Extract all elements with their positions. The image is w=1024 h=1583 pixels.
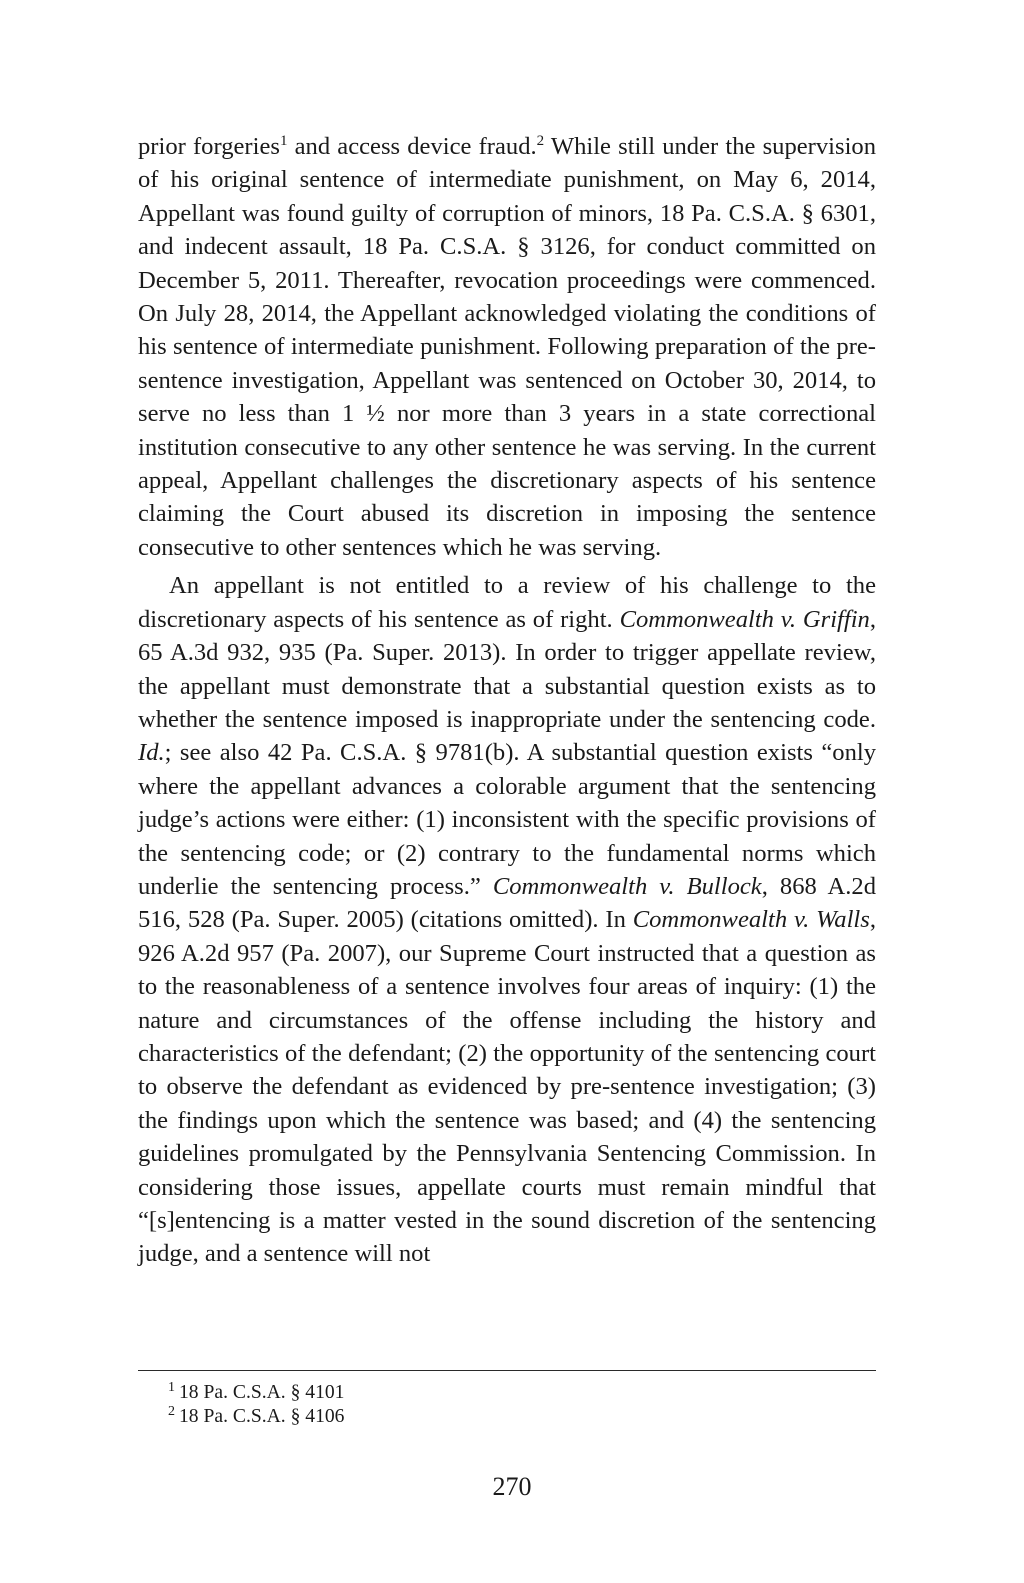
case-citation-griffin: Commonwealth v. Griffin xyxy=(619,605,870,633)
document-body xyxy=(138,130,876,1271)
paragraph-2-text-d: , 868 A.2d 516, 528 (Pa. Super. 2005) (citations omitted). In xyxy=(138,872,876,934)
footnote-2 xyxy=(138,1405,876,1429)
case-citation-walls: Commonwealth v. Walls xyxy=(632,906,870,934)
paragraph-2-text-c: ; see also 42 Pa. C.S.A. § 9781(b). A substantial question exists “only where the appellant advances a colorable argument that the sentencing judge’s actions were either: (1) inconsistent with the specific provisions of the sentencing code; or (2) contrary to the fundamental norms which underlie the sentencing process.” xyxy=(138,739,876,900)
footnotes-section xyxy=(138,1370,876,1429)
paragraph-1-text-a: prior forgeries xyxy=(138,133,280,160)
footnote-marker-2: 2 xyxy=(168,1404,175,1419)
footnote-ref-1: 1 xyxy=(279,133,288,149)
footnote-text-2: 18 Pa. C.S.A. § 4106 xyxy=(179,1406,345,1427)
footnote-marker-1: 1 xyxy=(168,1380,175,1395)
case-citation-bullock: Commonwealth v. Bullock xyxy=(492,872,762,900)
paragraph-1-text-b: and access device fraud. xyxy=(287,133,537,160)
page-number: 270 xyxy=(492,1472,532,1501)
footnote-1 xyxy=(138,1381,876,1405)
footnote-text-1: 18 Pa. C.S.A. § 4101 xyxy=(179,1382,345,1403)
paragraph-2 xyxy=(138,569,876,1271)
paragraph-2-text-a: An appellant is not entitled to a review of his challenge to the discretionary aspects of his sentence as of right. xyxy=(138,572,876,633)
footnote-ref-2: 2 xyxy=(536,133,545,149)
paragraph-1-text-c: While still under the supervision of his original sentence of intermediate punishment, on May 6, 2014, Appellant was found guilty of corruption of minors, 18 Pa. C.S.A. § 6301, and indecent assault, 18 Pa. C.S.A. § 3126, for conduct committed on December 5, 2011. Thereafter, revocation proceedings were commenced. On July 28, 2014, the Appellant acknowledged violating the conditions of his sentence of intermediate punishment. Following preparation of the pre-sentence investigation, Appellant was sentenced on October 30, 2014, to serve no less than 1 ½ nor more than 3 years in a state correctional institution consecutive to any other sentence he was serving. In the current appeal, Appellant challenges the discretionary aspects of his sentence claiming the Court abused its discretion in imposing the sentence consecutive to other sentences which he was serving. xyxy=(138,133,876,561)
paragraph-2-text-e: , 926 A.2d 957 (Pa. 2007), our Supreme Court instructed that a question as to the reasonableness of a sentence involves four areas of inquiry: (1) the nature and circumstances of the offense including the history and characteristics of the defendant; (2) the opportunity of the sentencing court to observe the defendant as evidenced by pre-sentence investigation; (3) the findings upon which the sentence was based; and (4) the sentencing guidelines promulgated by the Pennsylvania Sentencing Commission. In considering those issues, appellate courts must remain mindful that “[s]entencing is a matter vested in the sound discretion of the sentencing judge, and a sentence will not xyxy=(138,906,876,1268)
paragraph-2-text-b: , 65 A.3d 932, 935 (Pa. Super. 2013). In order to trigger appellate review, the appellant must demonstrate that a substantial question exists as to whether the sentence imposed is inappropriate under the sentencing code. xyxy=(138,605,876,733)
paragraph-1 xyxy=(138,130,876,564)
id-citation: Id. xyxy=(138,739,165,767)
